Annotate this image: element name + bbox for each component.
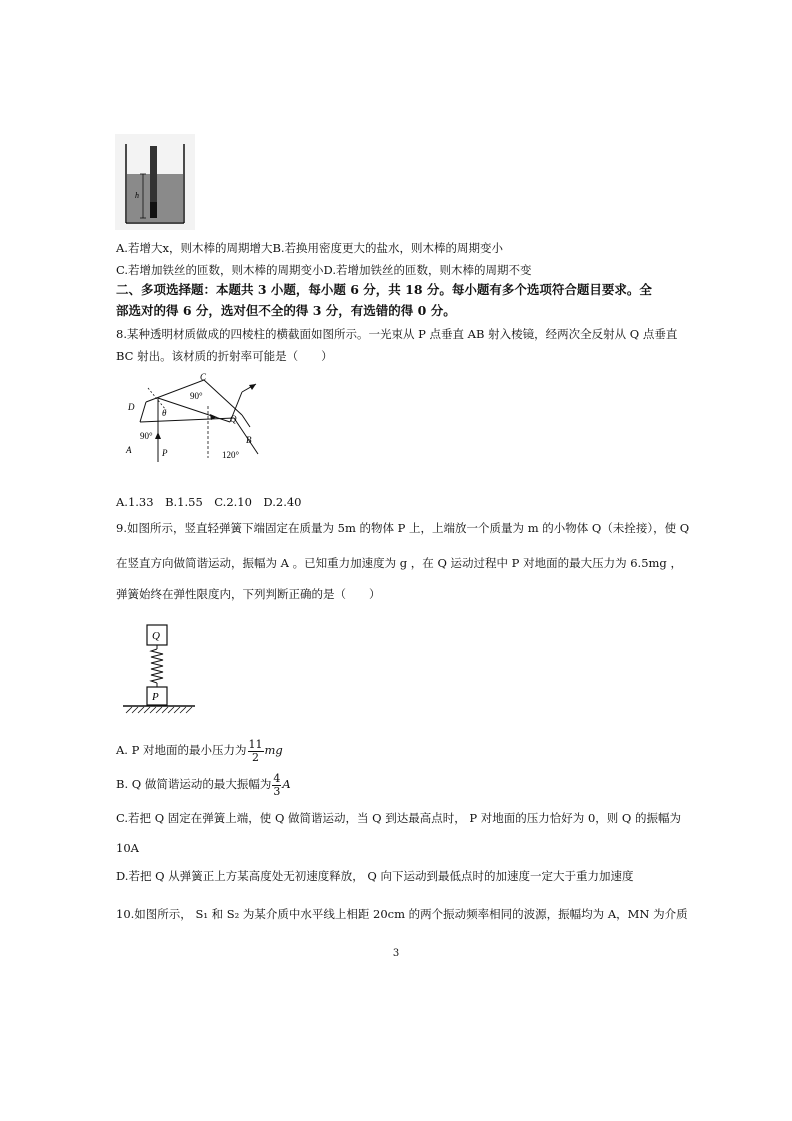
page-number: 3 <box>392 948 400 959</box>
q10-stem-line1: 10.如图所示， S₁ 和 S₂ 为某介质中水平线上相距 20cm 的两个振动频率相同的波源，振幅均为 A，MN 为介质 <box>116 907 688 921</box>
fraction-numerator: 11 <box>248 737 263 751</box>
q8-stem-line1: 8.某种透明材质做成的四棱柱的横截面如图所示。一光束从 P 点垂直 AB 射入棱镜，经两次全反射从 Q 点垂直 <box>116 327 678 341</box>
section2-heading-line1: 二、多项选择题：本题共 3 小题，每小题 6 分，共 18 分。每小题有多个选项符合题目要求。全 <box>116 282 652 297</box>
q9-option-c-line1: C.若把 Q 固定在弹簧上端，使 Q 做简谐运动，当 Q 到达最高点时， P 对地面的压力恰好为 0，则 Q 的振幅为 <box>116 811 682 825</box>
prism-figure <box>122 370 282 474</box>
fraction-denominator: 2 <box>252 750 260 764</box>
q9-option-b-text: B. Q 做简谐运动的最大振幅为 <box>116 777 272 791</box>
q9-option-a-unit: mg <box>264 743 283 757</box>
label-h: h <box>135 191 139 200</box>
fraction-11-2 <box>248 739 264 764</box>
label-C: C <box>200 372 207 382</box>
label-B: B <box>246 435 252 445</box>
angle-C: 90° <box>190 391 203 401</box>
q7-option-b: B.若换用密度更大的盐水，则木棒的周期变小 <box>272 241 504 255</box>
q9-option-a-text: A. P 对地面的最小压力为 <box>116 743 247 757</box>
theta-label: θ <box>162 408 167 418</box>
spring-figure <box>120 620 198 716</box>
q7-option-d: D.若增加铁丝的匝数，则木棒的周期不变 <box>323 263 532 277</box>
section2-heading-line2: 部选对的得 6 分，选对但不全的得 3 分，有选错的得 0 分。 <box>116 303 456 318</box>
label-Q-block: Q <box>152 630 160 642</box>
label-A: A <box>126 445 132 455</box>
q9-stem-line3: 弹簧始终在弹性限度内，下列判断正确的是（ ） <box>116 587 381 601</box>
q8-stem-line2: BC 射出。该材质的折射率可能是（ ） <box>116 349 333 363</box>
q9-option-c-line2: 10A <box>116 841 139 855</box>
q7-option-a: A.若增大x，则木棒的周期增大 <box>116 241 273 255</box>
beaker-figure <box>115 134 195 230</box>
q9-option-b-unit: A <box>282 777 291 791</box>
q9-option-a <box>116 736 283 764</box>
angle-A: 90° <box>140 431 153 441</box>
q9-stem-line1: 9.如图所示，竖直轻弹簧下端固定在质量为 5m 的物体 P 上，上端放一个质量为 m 的小物体 Q（未拴接），使 Q <box>116 521 690 535</box>
q7-options-cd <box>116 262 532 278</box>
label-Q: Q <box>230 414 237 424</box>
label-P: P <box>162 448 168 458</box>
q7-options-ab <box>116 240 503 256</box>
fraction-4-3 <box>272 773 281 798</box>
label-D: D <box>128 402 135 412</box>
q9-stem-line2: 在竖直方向做简谐运动，振幅为 A 。已知重力加速度为 g ，在 Q 运动过程中 P 对地面的最大压力为 6.5mg ， <box>116 556 682 570</box>
q8-options: A.1.33 B.1.55 C.2.10 D.2.40 <box>116 495 302 509</box>
fraction-denominator: 3 <box>273 784 281 798</box>
angle-B: 120° <box>222 450 240 460</box>
q7-option-c: C.若增加铁丝的匝数，则木棒的周期变小 <box>116 263 324 277</box>
q9-option-d: D.若把 Q 从弹簧正上方某高度处无初速度释放， Q 向下运动到最低点时的加速度一定大于重力加速度 <box>116 869 634 883</box>
q9-option-b <box>116 770 291 798</box>
label-P-block: P <box>152 691 159 703</box>
fraction-numerator: 4 <box>273 771 281 785</box>
